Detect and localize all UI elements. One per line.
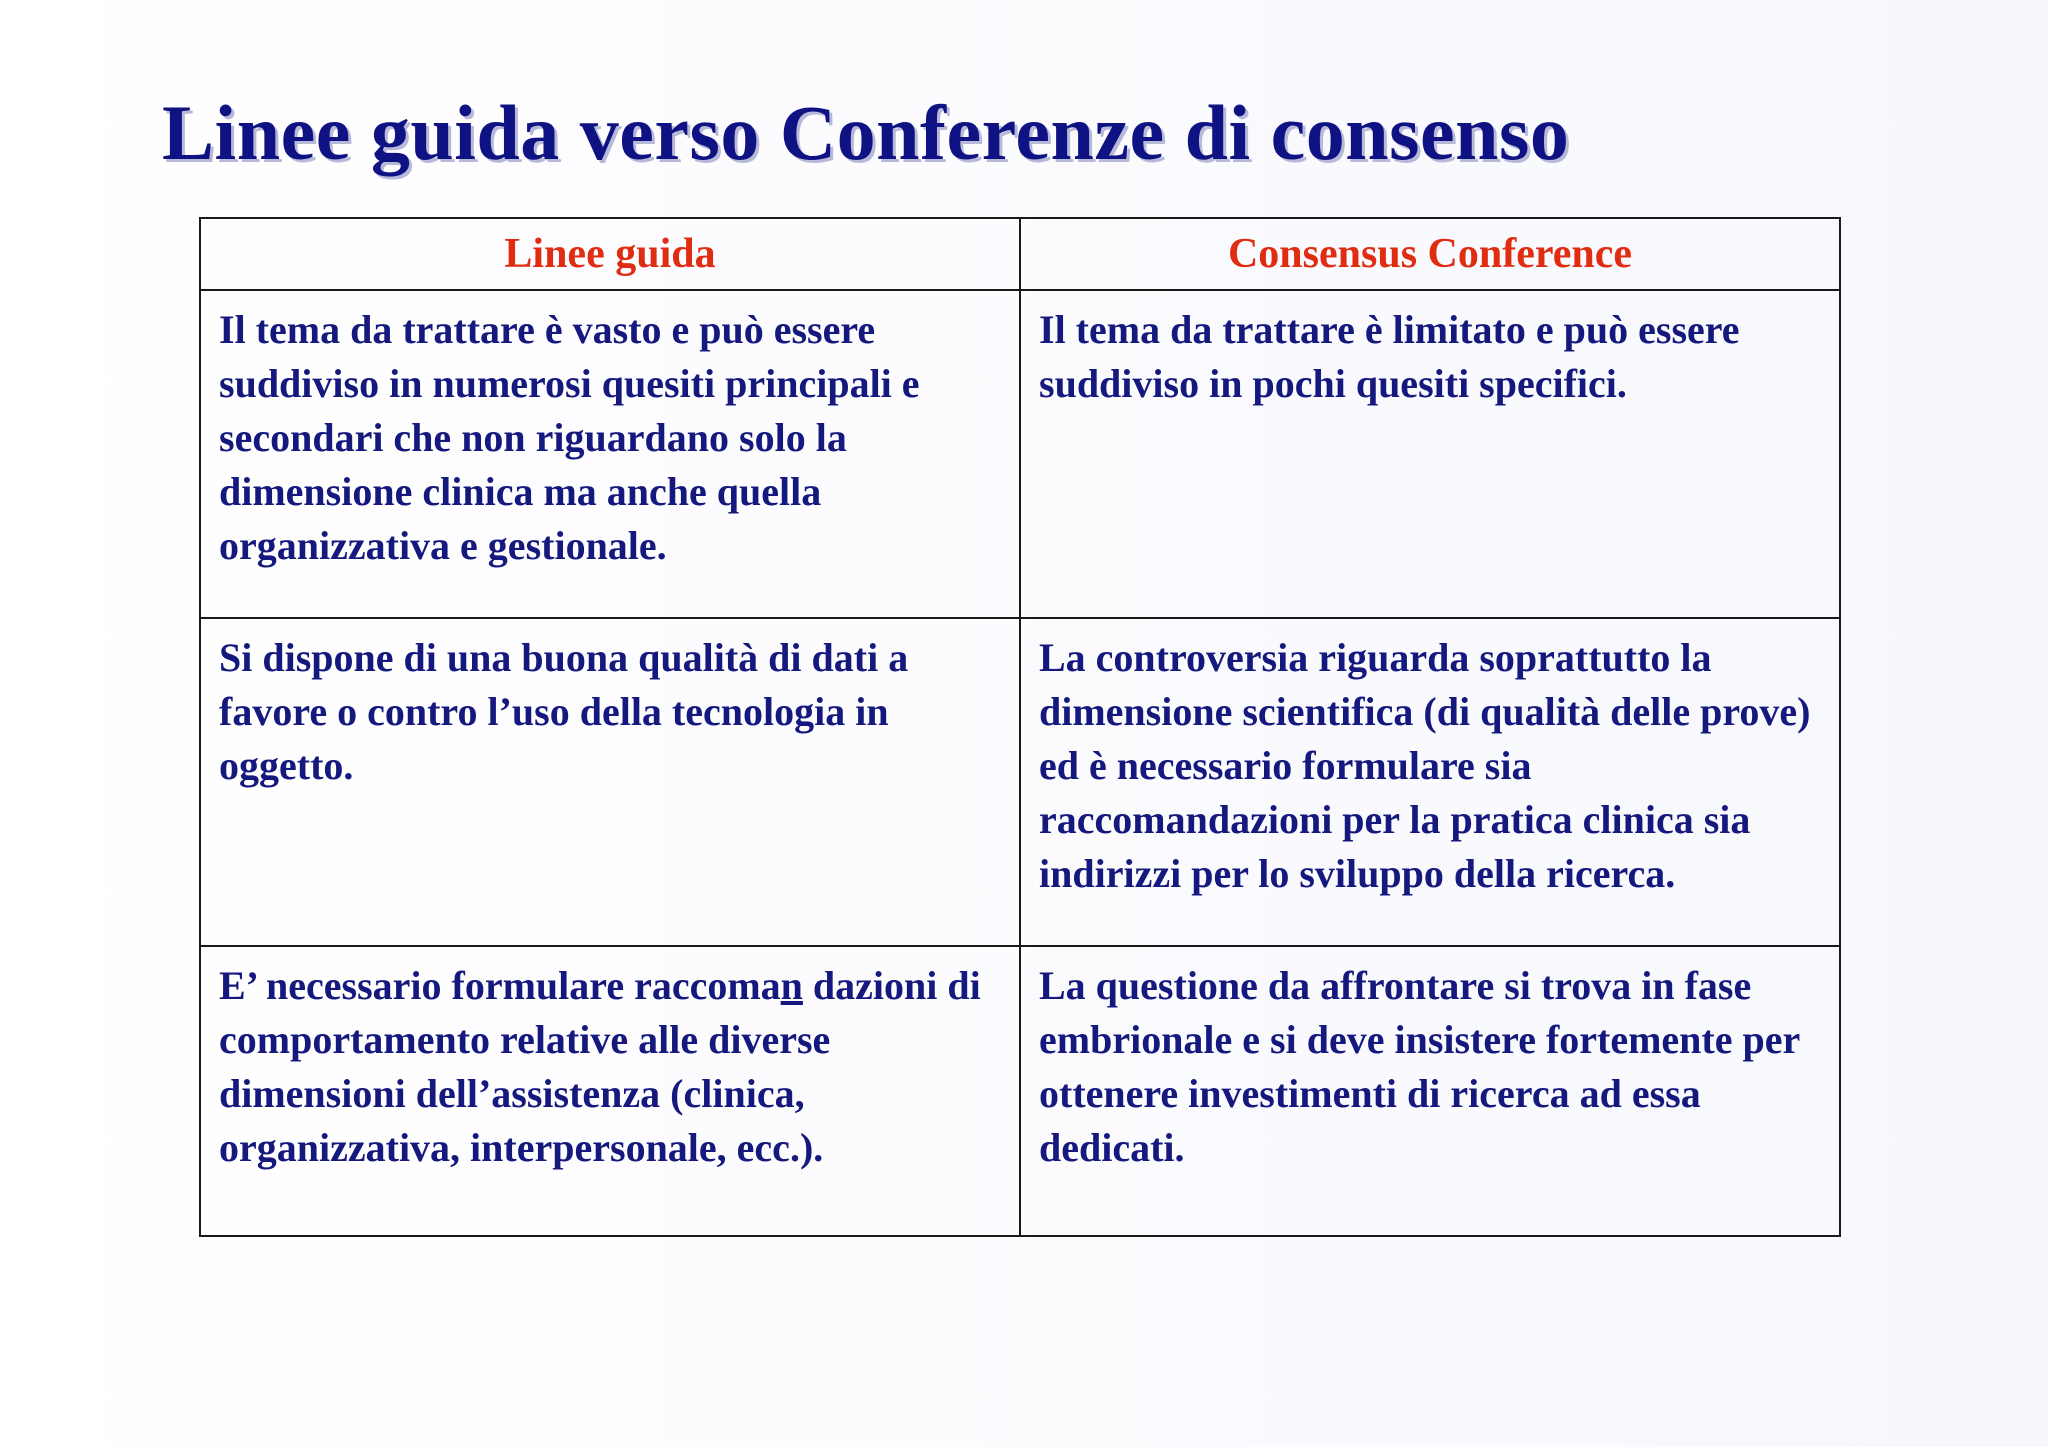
cell-linee-guida: Il tema da trattare è vasto e può essere suddiviso in numerosi quesiti principali e secondari che non riguardano solo la dimensione clinica ma anche quella organizzativa e gestionale. bbox=[200, 290, 1020, 618]
table-row bbox=[200, 946, 1840, 1236]
cell-text-end: dazioni di comportamento relative alle diverse dimensioni dell’assistenza (clinica, organizzativa, interpersonale, ecc.). bbox=[219, 963, 981, 1170]
underlined-letter: n bbox=[780, 963, 803, 1008]
column-header-consensus-conference: Consensus Conference bbox=[1020, 218, 1840, 290]
table-row bbox=[200, 290, 1840, 618]
table-header-row bbox=[200, 218, 1840, 290]
cell-linee-guida: Si dispone di una buona qualità di dati a favore o contro l’uso della tecnologia in oggetto. bbox=[200, 618, 1020, 946]
cell-consensus-conference: Il tema da trattare è limitato e può essere suddiviso in pochi quesiti specifici. bbox=[1020, 290, 1840, 618]
cell-text-start: E’ necessario formulare raccoma bbox=[219, 963, 781, 1008]
cell-consensus-conference: La questione da affrontare si trova in fase embrionale e si deve insistere fortemente per ottenere investimenti di ricerca ad essa dedicati. bbox=[1020, 946, 1840, 1236]
cell-consensus-conference: La controversia riguarda soprattutto la dimensione scientifica (di qualità delle prove) ed è necessario formulare sia raccomandazioni per la pratica clinica sia indirizzi per lo sviluppo della ricerca. bbox=[1020, 618, 1840, 946]
table-row bbox=[200, 618, 1840, 946]
cell-linee-guida bbox=[200, 946, 1020, 1236]
comparison-table bbox=[199, 217, 1841, 1237]
slide-title: Linee guida verso Conferenze di consenso bbox=[162, 89, 1570, 176]
column-header-linee-guida: Linee guida bbox=[200, 218, 1020, 290]
